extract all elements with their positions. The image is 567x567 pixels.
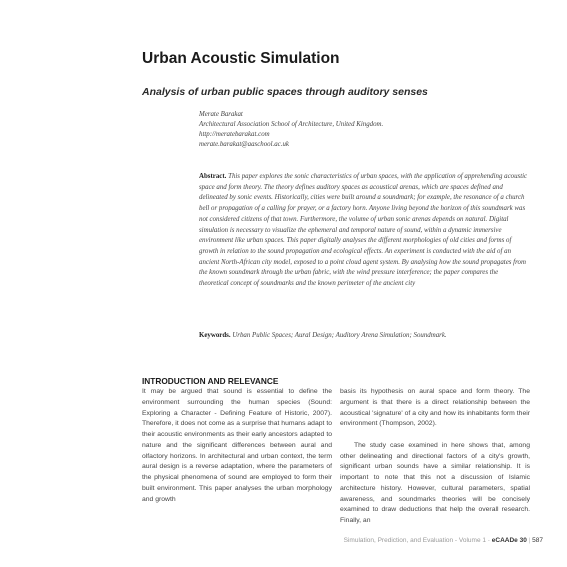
- footer-separator: -: [486, 537, 492, 544]
- body-paragraph: It may be argued that sound is essential to define the environment surrounding the human species (Sound: Exploring a Character - Defining Feature of Historic, 2007). Therefore, it does not come as a surprise that humans adapt to their acoustic environments as their early ancestors adapted to nature and the significant differences between aural and olfactory horizons. In architectural and urban context, the term aural design is a reverse adaptation, where the parameters of the physical phenomena of sound are employed to form their built environment. This paper analyses the urban morphology and growth: [142, 388, 332, 503]
- author-block: [199, 110, 383, 150]
- author-website[interactable]: http://meratebarakat.com: [199, 131, 270, 138]
- page-number: 587: [532, 537, 543, 544]
- body-column-left: [142, 376, 332, 505]
- keywords: [199, 331, 539, 341]
- body-paragraph: basis its hypothesis on aural space and form theory. The argument is that there is a direct relationship between the acoustical 'signature' of a city and how its inhabitants form their environment (Thompson, 2002).: [340, 388, 530, 428]
- keywords-label: Keywords.: [199, 332, 231, 339]
- author-email[interactable]: merate.barakat@aaschool.ac.uk: [199, 141, 289, 148]
- abstract-text: This paper explores the sonic characteristics of urban spaces, with the application of apprehending acoustic space and form theory. The theory defines auditory spaces as acoustical arenas, which are spaces defined and delineated by sonic events. Historically, cities were built around a soundmark; for example, the resonance of a church bell or propagation of a calling for prayer, or a factory horn. Anyone living beyond the horizon of this soundmark was not considered citizens of that town. Furthermore, the volume of urban sonic arenas depends on natural. Digital simulation is necessary to visualize the ephemeral and temporal nature of sound, within a dynamic immersive environment like urban spaces. This paper digitally analyses the different morphologies of old cities and forms of growth in relation to the sound propagation and ecological effects. An experiment is conducted with the aid of an ancient North-African city model, exposed to a point cloud agent system. By analysing how the sound propagates from the known soundmark through the urban fabric, with the wind pressure interference; the paper compares the theoretical concept of soundmarks and the known perimeter of the ancient city: [199, 173, 528, 288]
- footer-conference: eCAADe 30: [491, 537, 527, 544]
- paper-title: Urban Acoustic Simulation: [142, 50, 340, 67]
- section-heading: INTRODUCTION AND RELEVANCE: [142, 376, 279, 386]
- author-affiliation: Architectural Association School of Architecture, United Kingdom.: [199, 121, 384, 128]
- body-column-right: [340, 387, 530, 527]
- keywords-text: Urban Public Spaces; Aural Design; Auditory Arena Simulation; Soundmark.: [232, 332, 447, 339]
- page-footer: [298, 537, 543, 544]
- author-name: Merate Barakat: [199, 111, 243, 118]
- paper-subtitle: Analysis of urban public spaces through auditory senses: [142, 86, 428, 98]
- abstract: [199, 172, 529, 290]
- abstract-label: Abstract.: [199, 173, 227, 180]
- footer-series: Simulation, Prediction, and Evaluation - Volume 1: [343, 537, 486, 544]
- footer-bar: |: [526, 537, 533, 544]
- body-paragraph: The study case examined in here shows that, among other delineating and directional factors of a city's growth, significant urban sounds have a similar relationship. It is important to note that this not a discussion of Islamic architecture history. However, cultural parameters, spatial awareness, and soundmarks theories will be concisely examined to draw deductions that help the overall research. Finally, an: [340, 441, 530, 524]
